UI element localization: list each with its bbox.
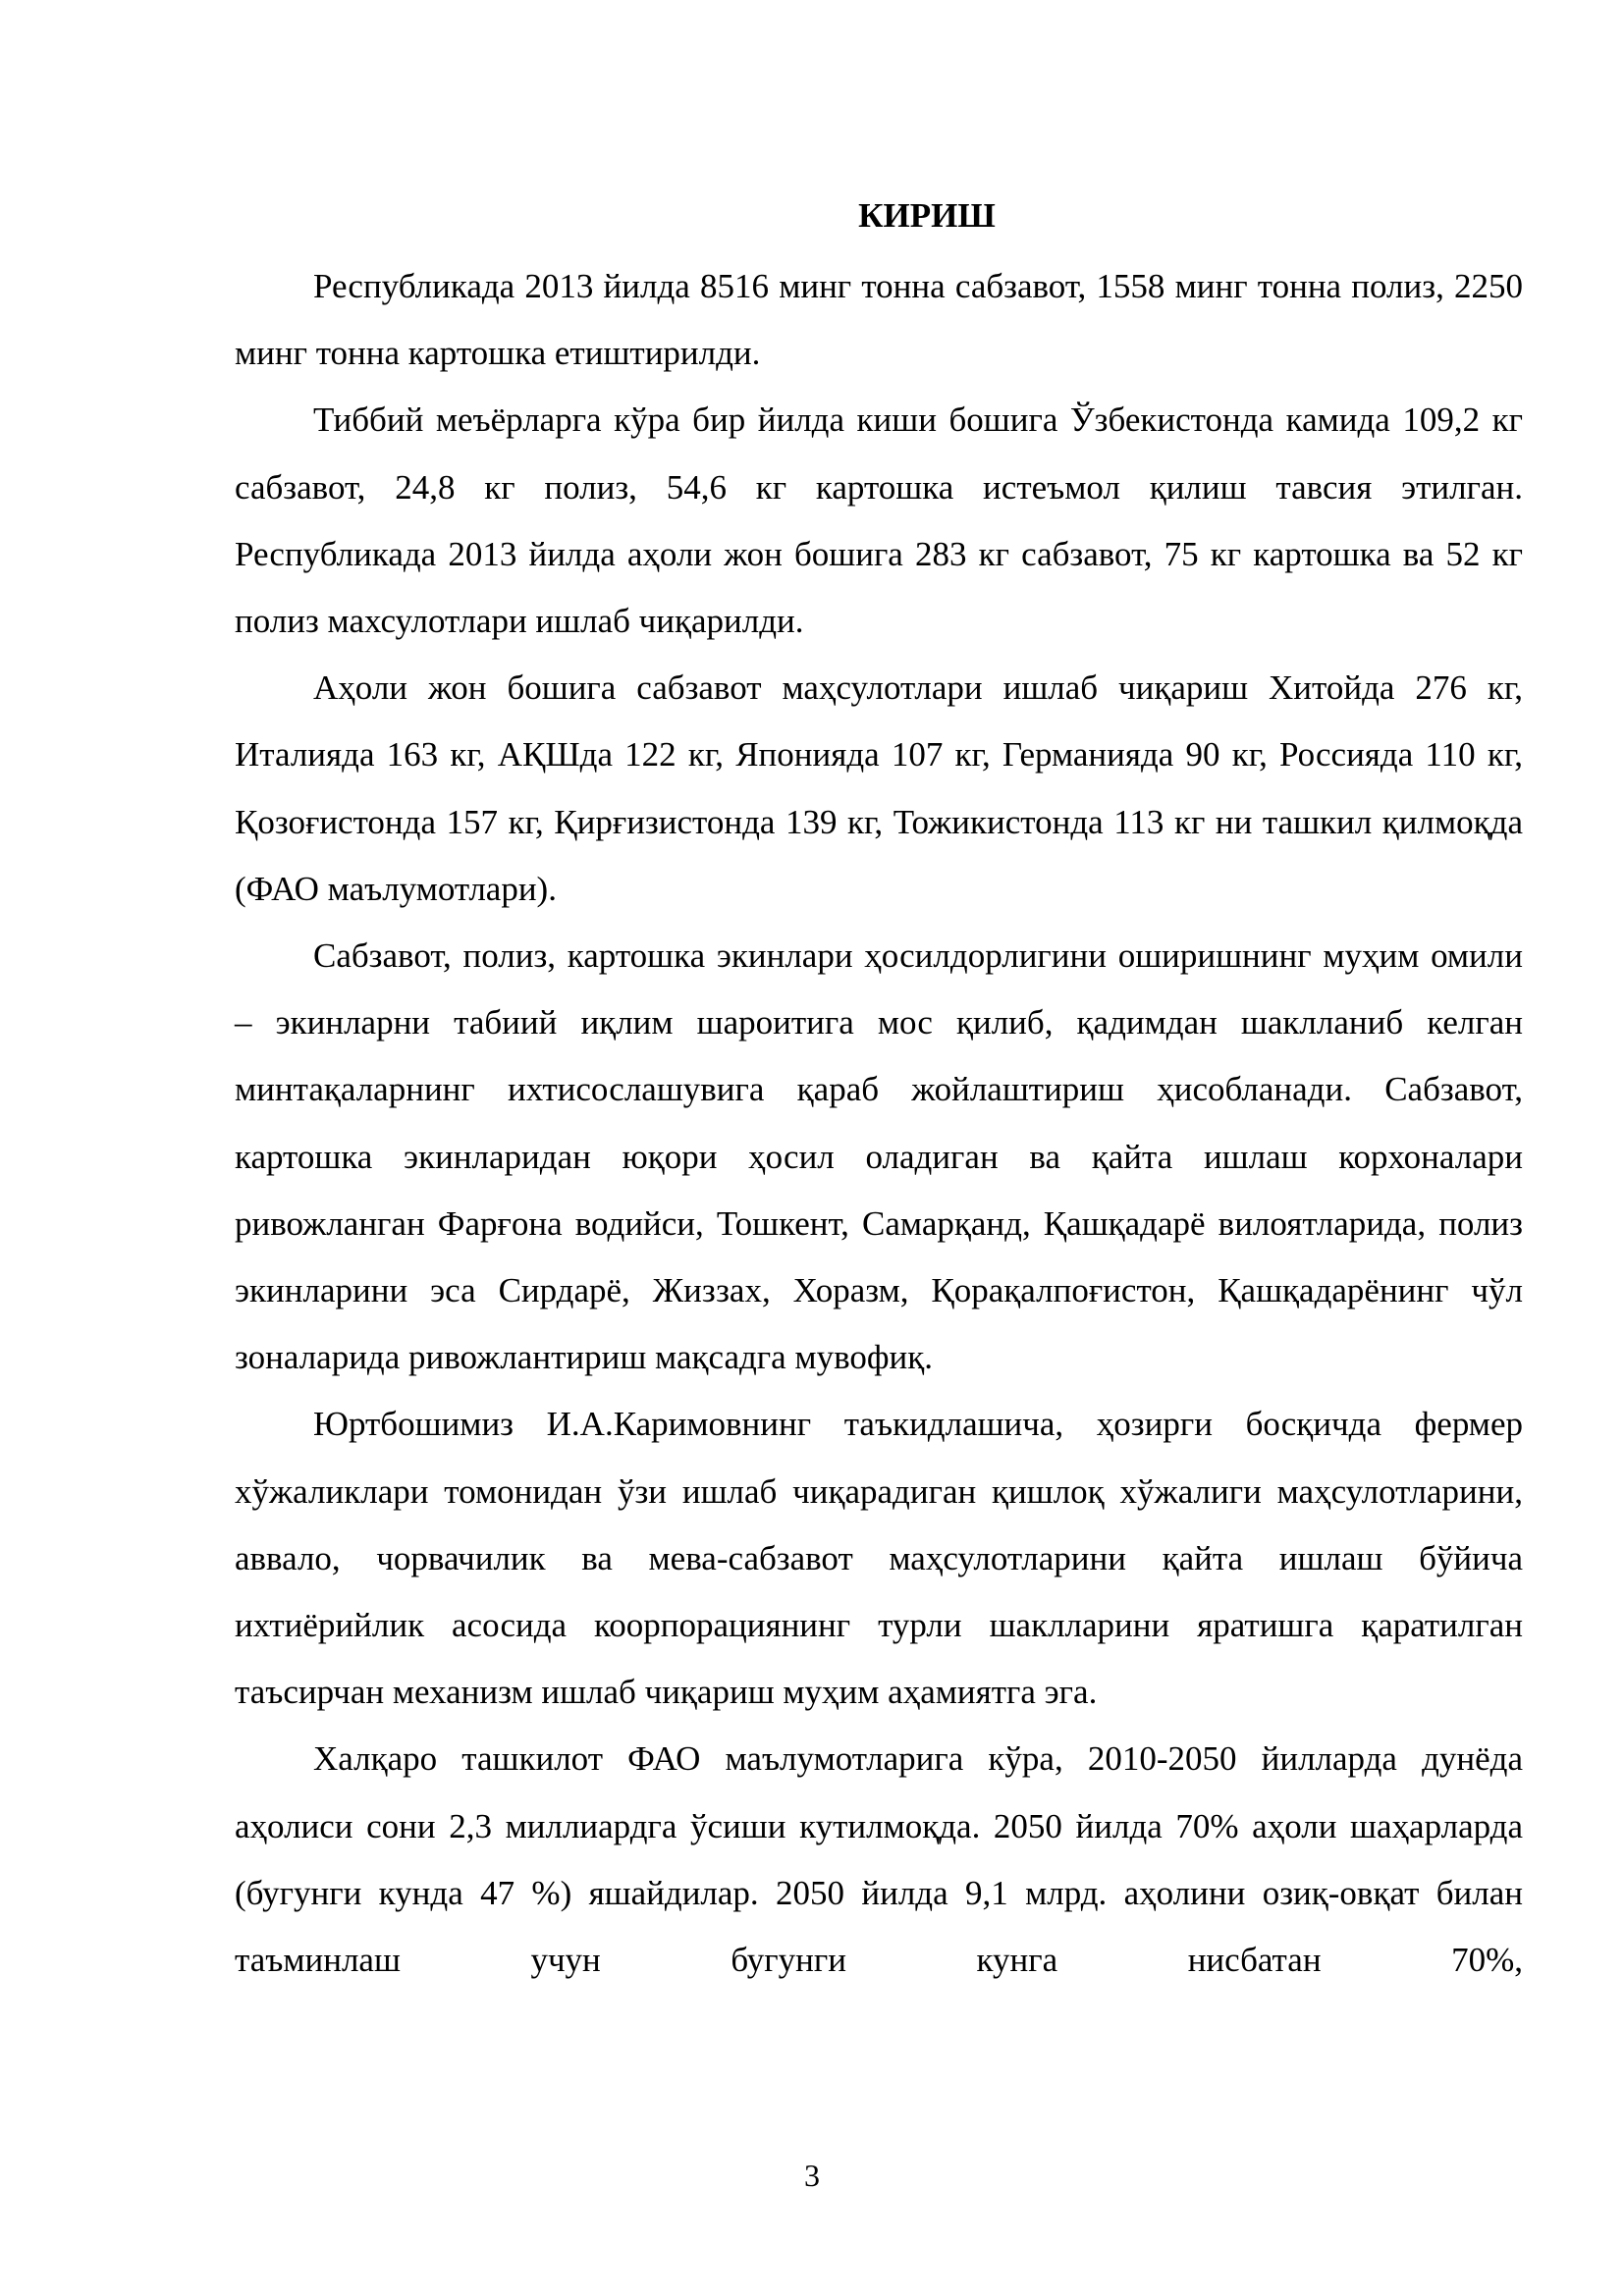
body-text [235, 253, 1523, 1994]
paragraph-per-capita-countries: Аҳоли жон бошига сабзавот маҳсулотлари ишлаб чиқариш Хитойда 276 кг, Италияда 163 кг, АҚШда 122 кг, Японияда 107 кг, Германияда 90 кг, Россияда 110 кг, Қозоғистонда 157 кг, Қирғизистонда 139 кг, Тожикистонда 113 кг ни ташкил қилмоқда (ФАО маълумотлари). [235, 668, 1523, 908]
page-number: 3 [804, 2158, 820, 2193]
paragraph-regional-placement: Сабзавот, полиз, картошка экинлари ҳосилдорлигини оширишнинг муҳим омили – экинларни табиий иқлим шароитига мос қилиб, қадимдан шаклланиб келган минтақаларнинг ихтисослашувига қараб жойлаштириш ҳисобланади. Сабзавот, картошка экинларидан юқори ҳосил оладиган ва қайта ишлаш корхоналари ривожланган Фарғона водийси, Тошкент, Самарқанд, Қашқадарё вилоятларида, полиз экинларини эса Сирдарё, Жиззах, Хоразм, Қорақалпоғистон, Қашқадарёнинг чўл зоналарида ривожлантириш мақсадга мувофиқ. [235, 936, 1523, 1377]
paragraph-medical-norms: Тиббий меъёрларга кўра бир йилда киши бошига Ўзбекистонда камида 109,2 кг сабзавот, 24,8 кг полиз, 54,6 кг картошка истеъмол қилиш тавсия этилган. Республикада 2013 йилда аҳоли жон бошига 283 кг сабзавот, 75 кг картошка ва 52 кг полиз махсулотлари ишлаб чиқарилди. [235, 400, 1523, 641]
paragraph-production-2013: Республикада 2013 йилда 8516 минг тонна сабзавот, 1558 минг тонна полиз, 2250 минг тонна картошка етиштирилди. [235, 267, 1523, 373]
section-title: КИРИШ [858, 196, 996, 235]
paragraph-fao-forecast: Халқаро ташкилот ФАО маълумотларига кўра, 2010-2050 йилларда дунёда аҳолиси сони 2,3 миллиардга ўсиши кутилмоқда. 2050 йилда 70% аҳоли шаҳарларда (бугунги кунда 47 %) яшайдилар. 2050 йилда 9,1 млрд. аҳолини озиқ-овқат билан таъминлаш учун бугунги кунга нисбатан 70%, [235, 1739, 1523, 1980]
paragraph-president-quote: Юртбошимиз И.А.Каримовнинг таъкидлашича, ҳозирги босқичда фермер хўжаликлари томонидан ўзи ишлаб чиқарадиган қишлоқ хўжалиги маҳсулотларини, аввало, чорвачилик ва мева-сабзавот маҳсулотларини қайта ишлаш бўйича ихтиёрийлик асосида коорпорациянинг турли шаклларини яратишга қаратилган таъсирчан механизм ишлаб чиқариш муҳим аҳамиятга эга. [235, 1405, 1523, 1712]
